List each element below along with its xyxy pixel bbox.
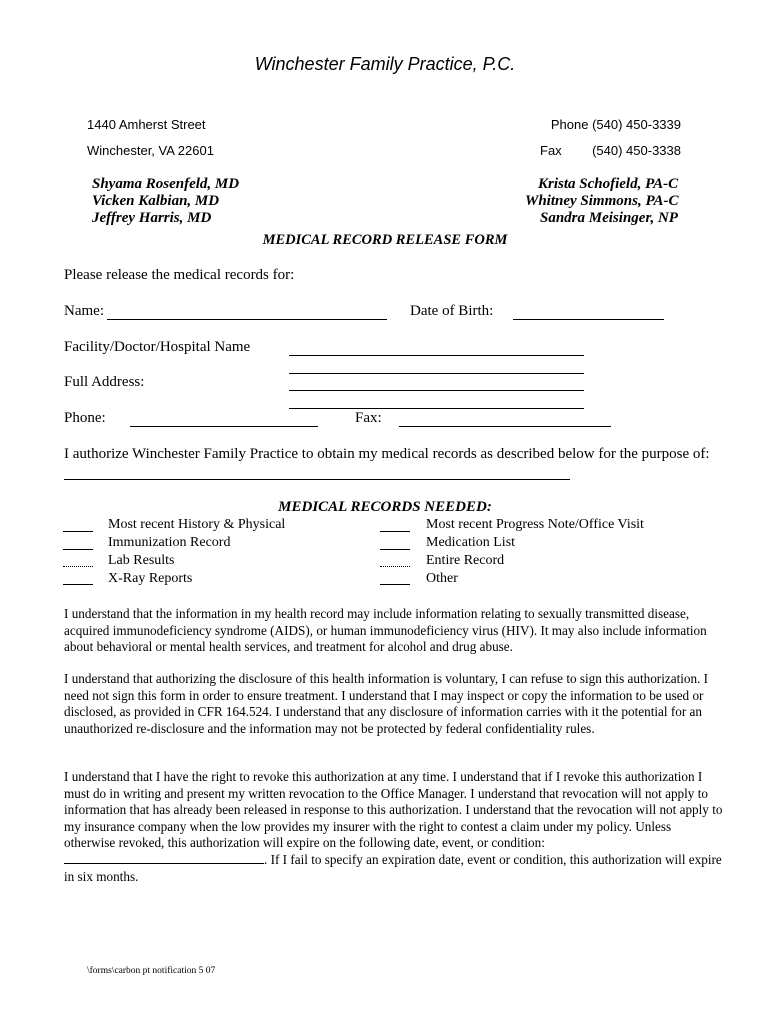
address-line2: Winchester, VA 22601: [87, 143, 214, 158]
authorize-text: I authorize Winchester Family Practice to obtain my medical records as described below for the purpose of:: [64, 446, 710, 462]
name-field[interactable]: [107, 319, 387, 320]
phone-field[interactable]: [130, 426, 318, 427]
footer-path: \forms\carbon pt notification 5 07: [87, 966, 216, 976]
checkbox-immunization[interactable]: [63, 549, 93, 550]
doctor-left-2: Vicken Kalbian, MD: [92, 193, 220, 209]
paragraph-health-info: I understand that the information in my health record may include information relating to sexually transmitted disease, acquired immunodeficiency syndrome (AIDS), or human immunodeficiency virus (HIV). It may also include information about behavioral or mental health services, and treatment for alcohol and drug abuse.: [64, 606, 707, 655]
checkbox-lab-results[interactable]: [63, 566, 93, 567]
address-label: Full Address:: [64, 374, 145, 390]
records-heading: MEDICAL RECORDS NEEDED:: [278, 499, 492, 515]
paragraph-revoke-part2: . If I fail to specify an expiration date, event or condition, this authorization will expire in six months.: [64, 851, 722, 884]
checkbox-other[interactable]: [380, 584, 410, 585]
paragraph-revoke-part1: I understand that I have the right to revoke this authorization at any time. I understand that if I revoke this authorization I must do in writing and present my written revocation to the Office Manager. I understand that revocation will not apply to information that has already been released in response to this authorization. I understand that the revocation will not apply to my insurance company when the low provides my insurer with the right to contest a claim under my policy. Unless otherwise revoked, this authorization will expire on the following date, event, or condition:: [64, 769, 723, 851]
address-line1: 1440 Amherst Street: [87, 117, 206, 132]
dob-label: Date of Birth:: [410, 303, 494, 319]
record-lab-results: Lab Results: [108, 553, 175, 568]
doctor-right-2: Whitney Simmons, PA-C: [525, 193, 679, 209]
checkbox-history-physical[interactable]: [63, 531, 93, 532]
fax-field[interactable]: [399, 426, 611, 427]
doctor-right-3: Sandra Meisinger, NP: [540, 210, 678, 226]
paragraph-voluntary: I understand that authorizing the disclosure of this health information is voluntary, I can refuse to sign this authorization. I need not sign this form in order to ensure treatment. I understand that I may inspect or copy the information to be used or disclosed, as provided in CFR 164.524. I understand that any disclosure of information carries with it the potential for an unauthorized re-disclosure and the information may not be protected by federal confidentiality rules.: [64, 671, 709, 736]
doctor-right-1: Krista Schofield, PA-C: [538, 176, 679, 192]
address-field-2[interactable]: [289, 390, 584, 391]
checkbox-xray[interactable]: [63, 584, 93, 585]
checkbox-medication-list[interactable]: [380, 549, 410, 550]
fax-label: Fax: [540, 143, 562, 158]
doctors-right-column: [440, 176, 680, 230]
record-immunization: Immunization Record: [108, 535, 231, 550]
doctor-left-3: Jeffrey Harris, MD: [92, 210, 212, 226]
purpose-field[interactable]: [64, 479, 570, 480]
intro-text: Please release the medical records for:: [64, 267, 295, 283]
form-title: MEDICAL RECORD RELEASE FORM: [262, 232, 508, 248]
record-xray: X-Ray Reports: [108, 571, 193, 586]
dob-field[interactable]: [513, 319, 664, 320]
checkbox-progress-note[interactable]: [380, 531, 410, 532]
practice-name: Winchester Family Practice, P.C.: [254, 54, 516, 74]
paragraph-revoke: [64, 769, 724, 885]
name-label: Name:: [64, 303, 104, 319]
record-history-physical: Most recent History & Physical: [108, 517, 286, 532]
facility-label: Facility/Doctor/Hospital Name: [64, 339, 251, 355]
address-field-3[interactable]: [289, 408, 584, 409]
phone-label: Phone:: [64, 410, 106, 426]
record-medication-list: Medication List: [426, 535, 516, 550]
expiration-field[interactable]: [64, 862, 264, 864]
checkbox-entire-record[interactable]: [380, 566, 410, 567]
record-other: Other: [426, 571, 458, 586]
record-progress-note: Most recent Progress Note/Office Visit: [426, 517, 644, 532]
fax-number: (540) 450-3338: [592, 143, 681, 158]
fax-label-form: Fax:: [355, 410, 382, 426]
record-entire-record: Entire Record: [426, 553, 505, 568]
doctor-left-1: Shyama Rosenfeld, MD: [92, 176, 240, 192]
facility-field[interactable]: [289, 355, 584, 356]
address-field-1[interactable]: [289, 373, 584, 374]
phone-number: Phone (540) 450-3339: [550, 117, 681, 132]
